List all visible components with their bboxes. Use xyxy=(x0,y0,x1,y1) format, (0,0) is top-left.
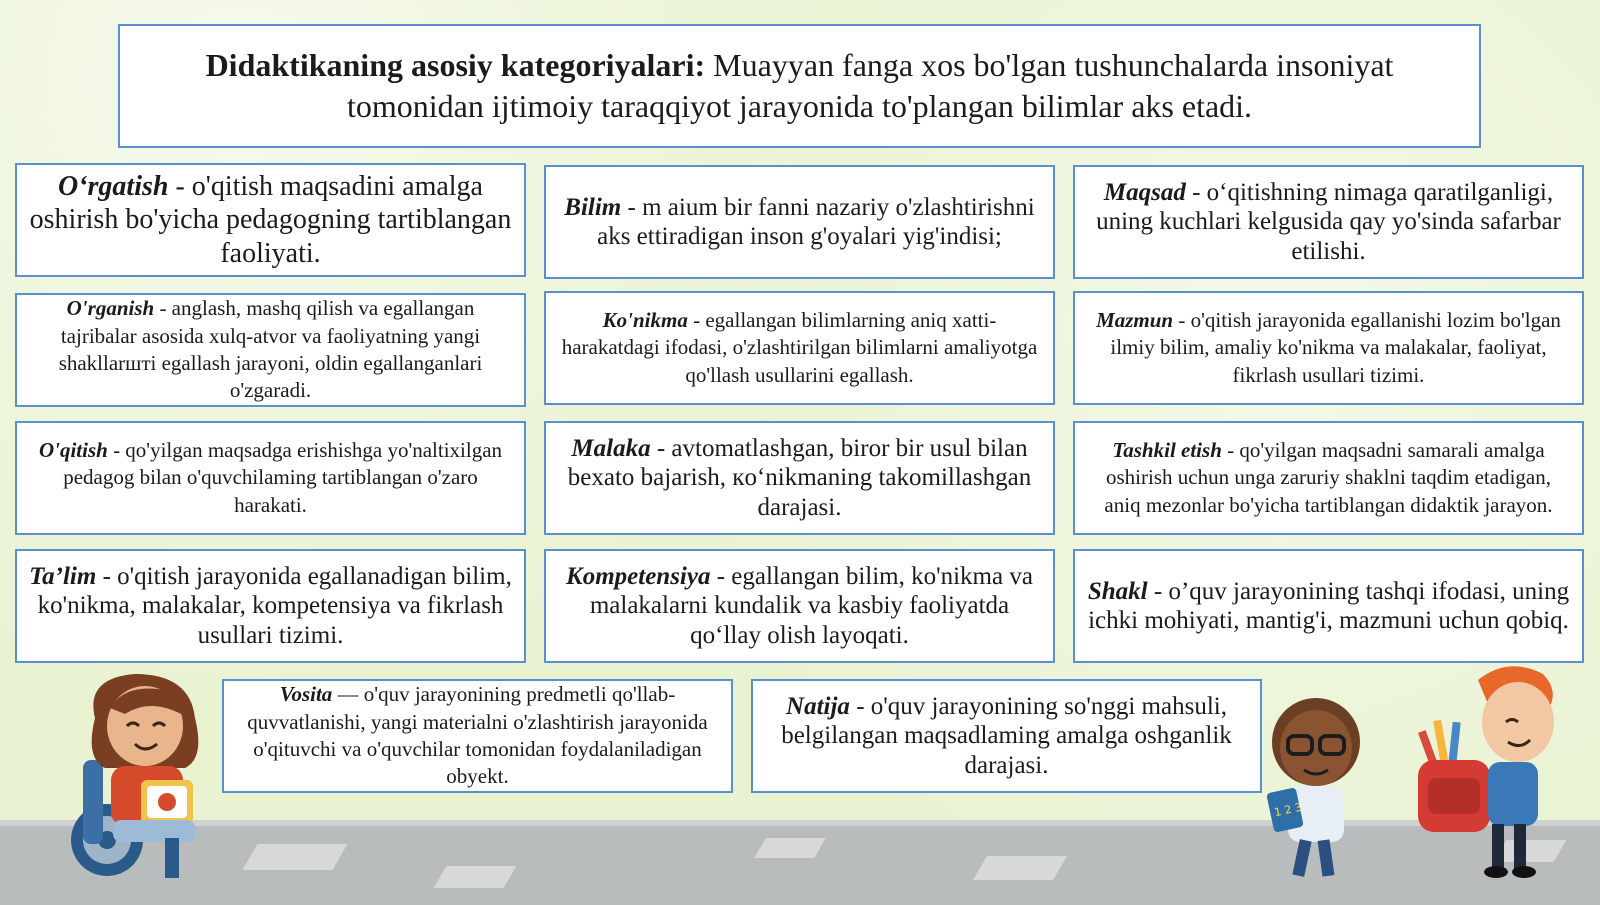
title-text: Muayyan fanga xos bo'lgan tushunchalarda insoniyat tomonidan ijtimoiy taraqqiyot jarayonida to'plangan bilimlar aks etadi. xyxy=(346,47,1394,124)
card-konikma xyxy=(544,291,1055,405)
card-text: - qo'yilgan maqsadni samarali amalga oshirish uchun unga zaruriy shaklni taqdim etadigan, aniq mezonlar bo'yicha tartiblangan didaktik jarayon. xyxy=(1104,438,1553,517)
card-bilim xyxy=(544,165,1055,279)
card-text: - o'qitish jarayonida egallanishi lozim bo'lgan ilmiy bilim, amaliy ko'nikma va malakalar, faoliyat, fikrlash usullari tizimi. xyxy=(1110,308,1561,387)
card-tashkil xyxy=(1073,421,1584,535)
card-talim xyxy=(15,549,526,663)
book-label: 1 2 3 xyxy=(1272,800,1304,820)
card-mazmun xyxy=(1073,291,1584,405)
card-term: Ko'nikma xyxy=(602,308,688,333)
card-text: - egallangan bilimlarning aniq xatti-harakatdagi ifodasi, o'zlashtirilgan bilimlarni amaliyotga qo'llash usullarini egallash. xyxy=(561,308,1038,387)
card-text: - m aium bir fanni nazariy o'zlashtirishni aks ettiradigan inson g'oyalari yig'indisi; xyxy=(597,193,1035,250)
card-text: - o'quv jarayonining so'nggi mahsuli, belgilangan maqsadlaming amalga oshganlik darajasi. xyxy=(781,692,1232,779)
card-text: - anglash, mashq qilish va egallangan tajribalar asosida xulq-atvor va faoliyatning yangi shakllarшті egallash jarayoni, oldin egallanganlari o'zgaradi. xyxy=(58,296,483,403)
card-text: - egallangan bilim, ko'nikma va malakalarni kundalik va kasbiy faoliyatda qo‘llay olish layoqati. xyxy=(589,562,1033,649)
card-term: Bilim xyxy=(564,193,622,221)
card-text: - qo'yilgan maqsadga erishishga yo'naltixilgan pedagog bilan o'quvchilaming tartiblangan o'zaro harakati. xyxy=(63,438,503,517)
card-term: O'rganish xyxy=(66,296,155,321)
card-vosita xyxy=(222,679,733,793)
card-kompetensiya xyxy=(544,549,1055,663)
card-maqsad xyxy=(1073,165,1584,279)
card-term: Malaka xyxy=(571,434,651,462)
card-malaka xyxy=(544,421,1055,535)
card-text: - o'qitish jarayonida egallanadigan bilim, ko'nikma, malakalar, kompetensiya va fikrlash usullari tizimi. xyxy=(37,562,512,649)
card-natija xyxy=(751,679,1262,793)
card-term: Ta’lim xyxy=(29,562,97,590)
girl-wheelchair-illustration xyxy=(55,668,225,890)
title-box xyxy=(118,24,1481,148)
card-term: Maqsad xyxy=(1103,178,1186,206)
card-orgatish xyxy=(15,163,526,277)
card-term: Vosita xyxy=(279,682,333,707)
card-term: Shakl xyxy=(1087,577,1148,605)
card-shakl xyxy=(1073,549,1584,663)
card-term: O'qitish xyxy=(38,438,108,463)
card-organish xyxy=(15,293,526,407)
card-term: Tashkil etish xyxy=(1112,438,1222,463)
card-term: Kompetensiya xyxy=(566,562,711,590)
card-term: Mazmun xyxy=(1096,308,1174,333)
card-text: - o'qitish maqsadini amalga oshirish bo'yicha pedagogning tartiblangan faoliyati. xyxy=(29,171,512,269)
card-text: - o‘qitishning nimaga qaratilganligi, uning kuchlari kelgusida qay yo'sinda safarbar etilishi. xyxy=(1096,178,1561,265)
card-oqitish xyxy=(15,421,526,535)
card-term: O‘rgatish xyxy=(57,171,169,203)
title-lead: Didaktikaning asosiy kategoriyalari: xyxy=(205,47,706,84)
boy-with-backpack-illustration xyxy=(1408,660,1588,890)
card-text: - o’quv jarayonining tashqi ifodasi, uning ichki mohiyati, mantig'i, mazmuni uchun qobiq. xyxy=(1088,577,1570,634)
card-text: — o'quv jarayonining predmetli qo'llab-quvvatlanishi, yangi materialni o'zlashtirish jarayonida o'qituvchi va o'quvchilar tomonidan foydalaniladigan obyekt. xyxy=(247,682,708,789)
card-text: - avtomatlashgan, biror bir usul bilan bexato bajarish, кo‘nikmaning takomillashgan darajasi. xyxy=(567,434,1032,521)
card-term: Natija xyxy=(786,692,850,720)
boy-with-book-illustration xyxy=(1258,690,1378,890)
